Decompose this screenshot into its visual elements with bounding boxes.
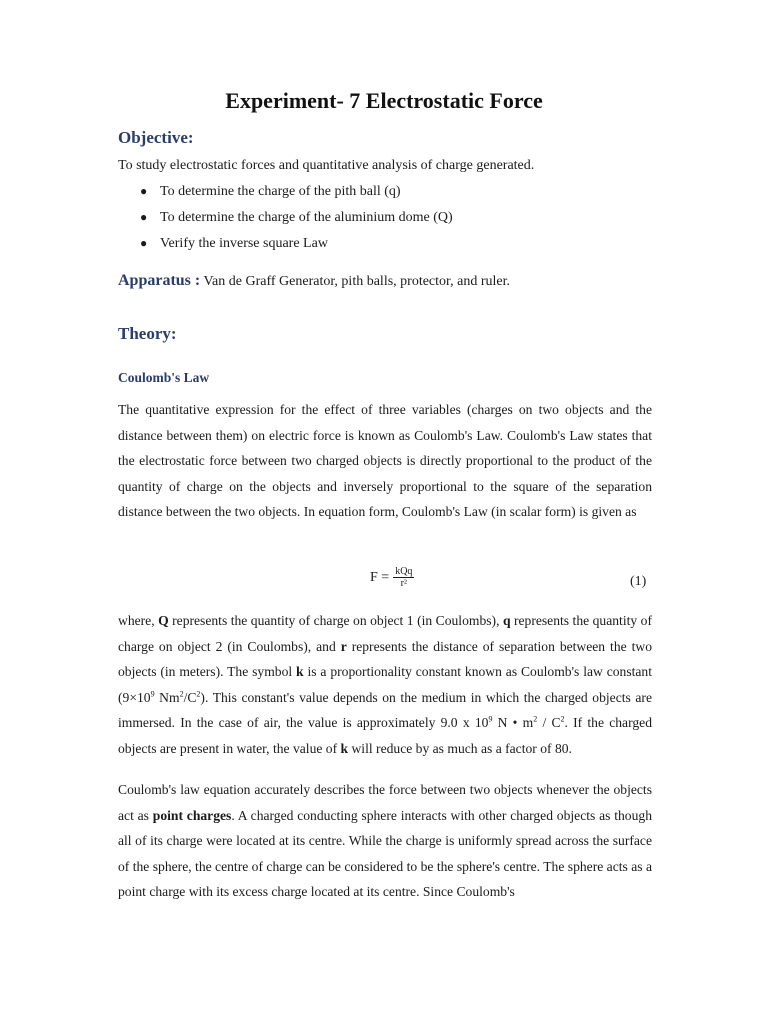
bullet-text: To determine the charge of the pith ball (q) — [160, 184, 401, 199]
equation-number: (1) — [630, 574, 647, 589]
list-item — [140, 236, 328, 252]
equation-fraction — [393, 566, 414, 589]
apparatus-label: Apparatus : — [118, 272, 201, 289]
apparatus-text: Van de Graff Generator, pith balls, protector, and ruler. — [203, 274, 510, 289]
equation-numerator: kQq — [395, 566, 413, 577]
page-title: Experiment- 7 Electrostatic Force — [225, 88, 543, 113]
bullet-icon: ● — [140, 210, 148, 224]
coulomb-subheading: Coulomb's Law — [118, 370, 210, 385]
theory-heading: Theory: — [118, 324, 177, 343]
list-item — [140, 210, 453, 226]
objective-intro: To study electrostatic forces and quantitative analysis of charge generated. — [118, 158, 535, 173]
objective-heading: Objective: — [118, 128, 194, 147]
theory-paragraph-3: Coulomb's law equation accurately describes the force between two objects whenever the objects act as point charges. A charged conducting sphere interacts with other charged objects as though all of its charge were located at its centre. While the charge is uniformly spread across the surface of the sphere, the centre of charge can be considered to be the sphere's centre. The sphere acts as a point charge with its excess charge located at its centre. Since Coulomb's — [118, 782, 652, 899]
list-item — [140, 184, 401, 200]
theory-paragraph-2: where, Q represents the quantity of charge on object 1 (in Coulombs), q represents the quantity of charge on object 2 (in Coulombs), and r represents the distance of separation between the two objects (in meters). The symbol k is a proportionality constant known as Coulomb's law constant ($9\times 10^9$ $Nm^2/C^2$). This constant's value depends on the medium in which the charged objects are immersed. In the case of air, the value is approximately 9.0 x $10^9$ N • $m^2 / C^2$. If the charged objects are present in water, the value of k will reduce by as much as a factor of 80. — [118, 613, 652, 756]
bullet-icon: ● — [140, 236, 148, 250]
bullet-text: To determine the charge of the aluminium dome (Q) — [160, 210, 453, 225]
apparatus-line — [118, 272, 510, 290]
equation-denominator: r² — [400, 578, 407, 589]
theory-paragraph-1: The quantitative expression for the effect of three variables (charges on two objects and the distance between them) on electric force is known as Coulomb's Law. Coulomb's Law states that the electrostatic force between two charged objects is directly proportional to the product of the quantity of charge on the objects and inversely proportional to the square of the separation distance between the two objects. In equation form, Coulomb's Law (in scalar form) is given as — [118, 402, 652, 519]
bullet-text: Verify the inverse square Law — [160, 236, 328, 251]
bullet-icon: ● — [140, 184, 148, 198]
equation-lhs: F = — [370, 569, 390, 585]
coulomb-equation — [370, 566, 414, 589]
